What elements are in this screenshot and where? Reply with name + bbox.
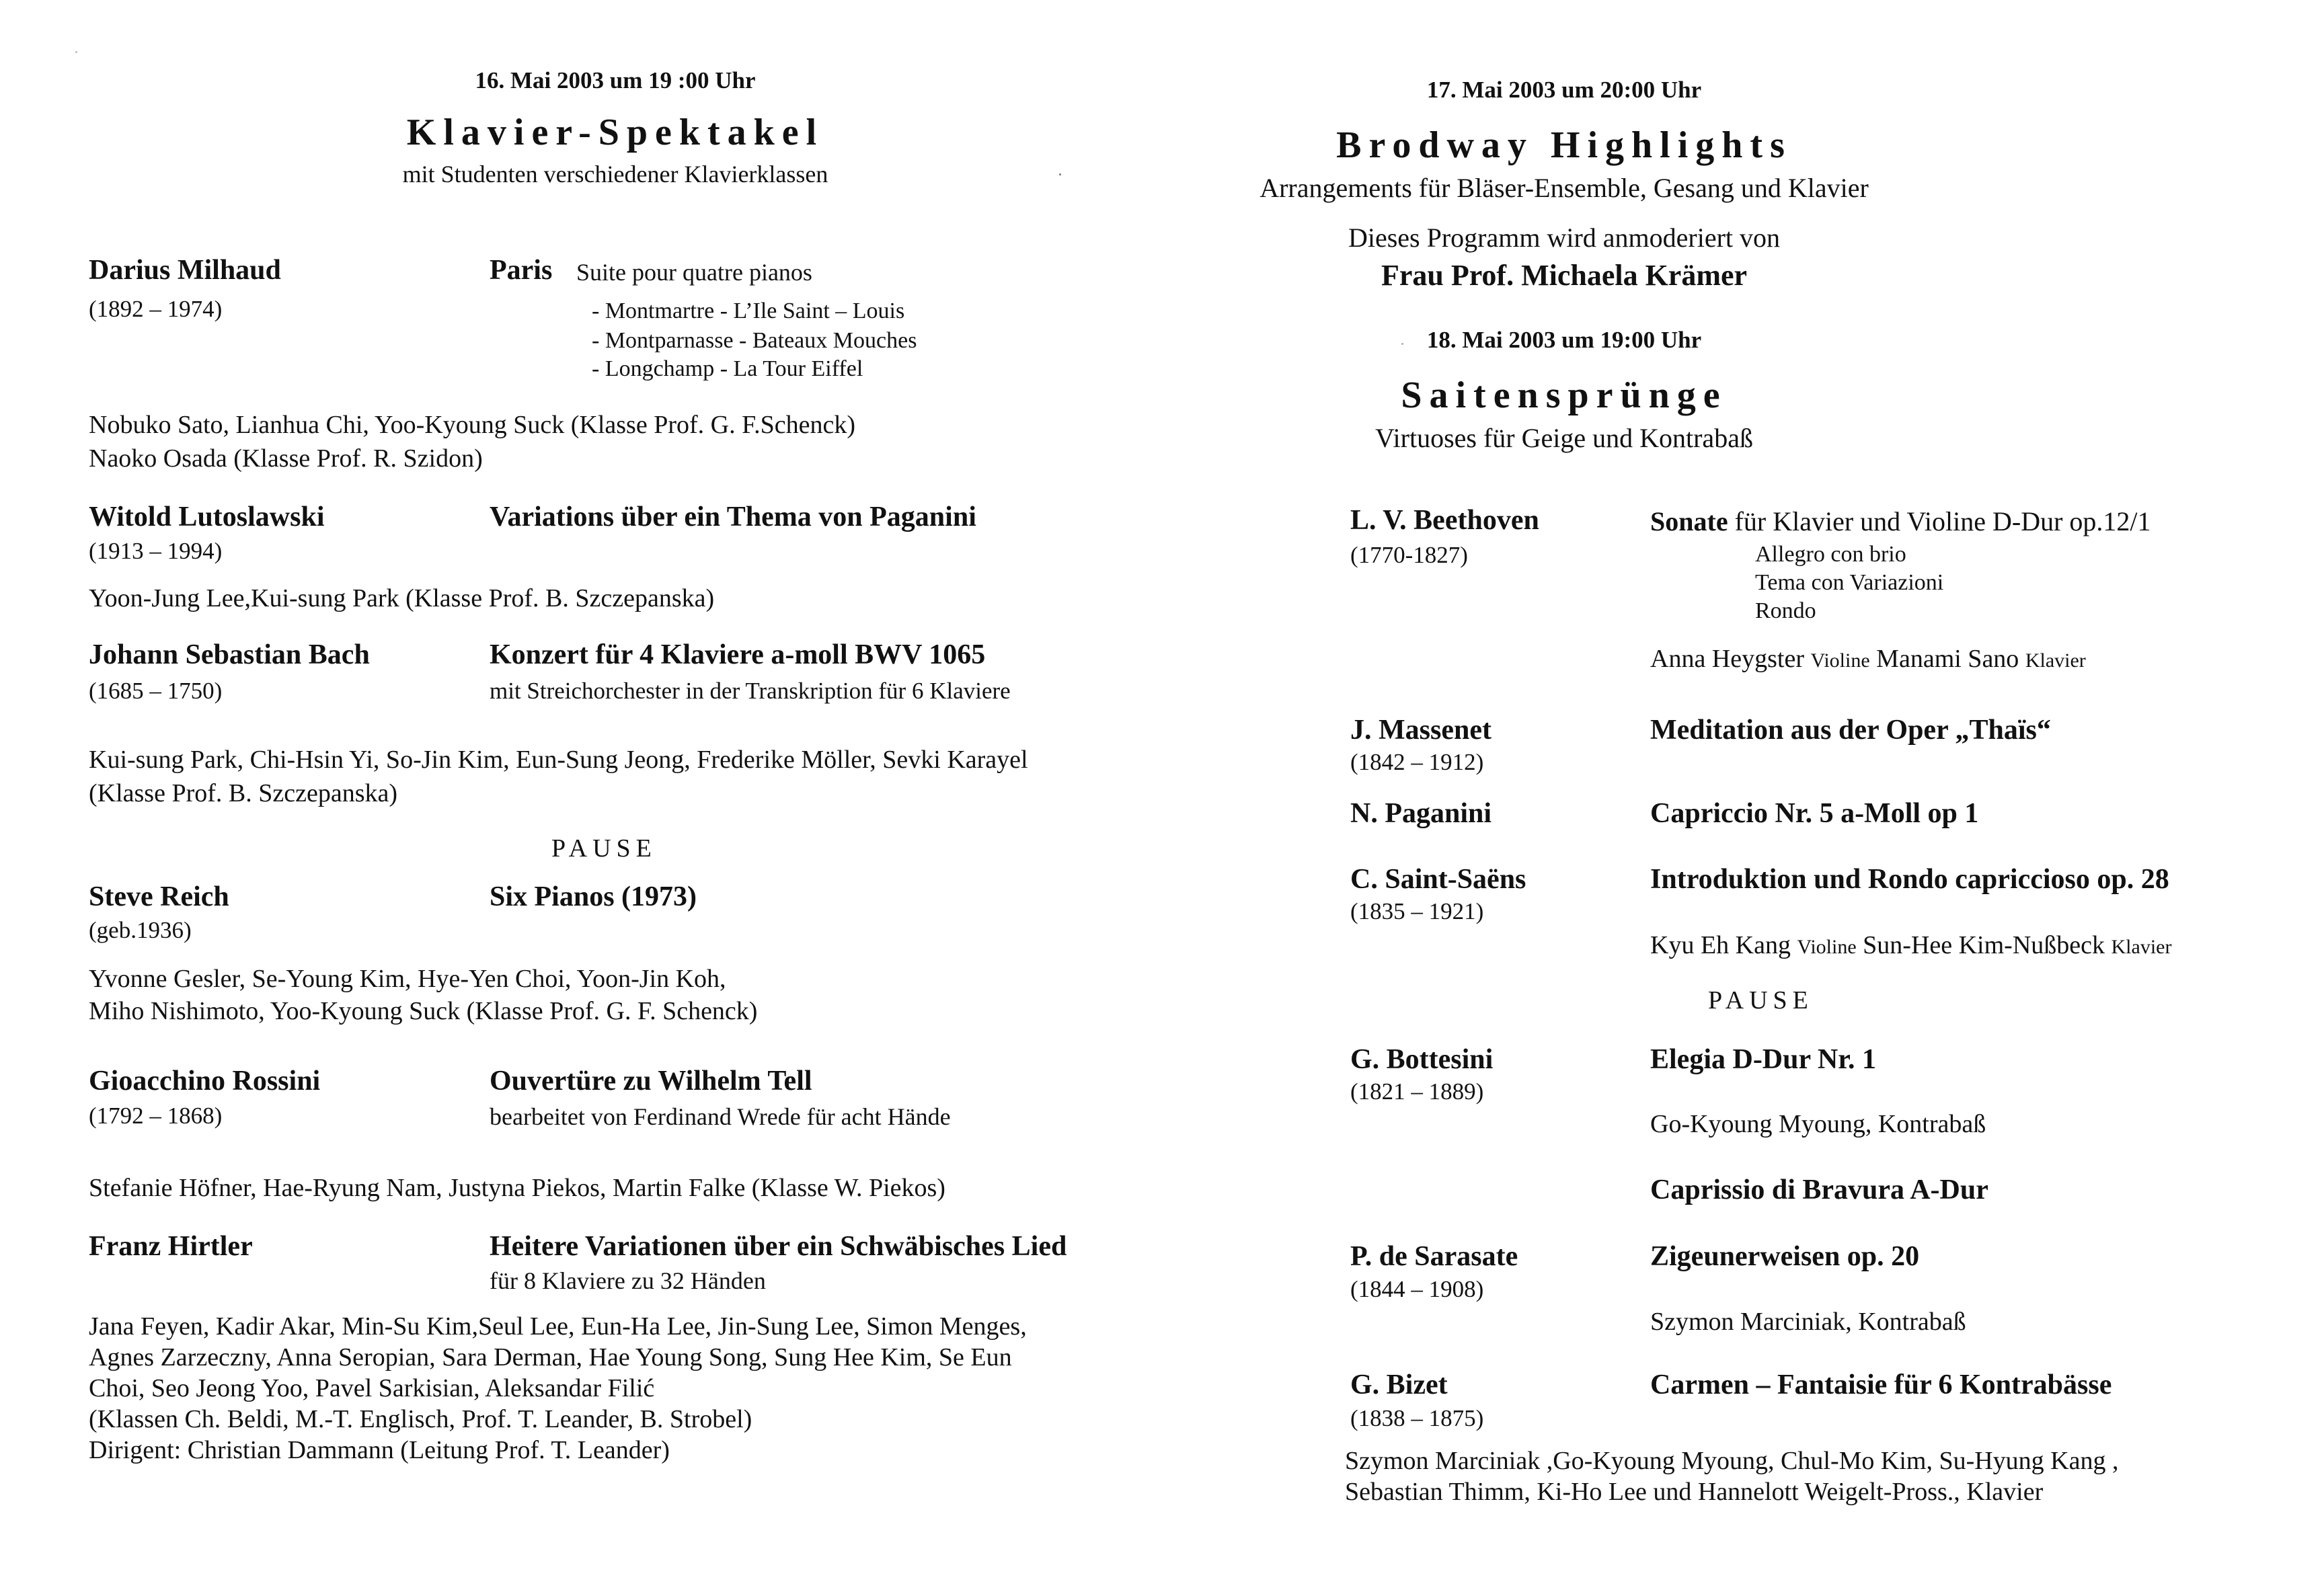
performer-name: Manami Sano	[1876, 645, 2019, 673]
work-subtitle: für 8 Klaviere zu 32 Händen	[490, 1267, 766, 1294]
performer-role: Violine	[1797, 936, 1857, 958]
performers: Stefanie Höfner, Hae-Ryung Nam, Justyna Piekos, Martin Falke (Klasse W. Piekos)	[89, 1174, 945, 1202]
work-title: Zigeunerweisen op. 20	[1650, 1241, 1920, 1272]
performer-line: Choi, Seo Jeong Yoo, Pavel Sarkisian, Aleksandar Filić	[89, 1374, 655, 1402]
composer-name: C. Saint-Saëns	[1350, 864, 1526, 895]
performers	[1650, 930, 2171, 960]
movement: Allegro con brio	[1755, 542, 1906, 567]
work-subtitle: bearbeitet von Ferdinand Wrede für acht Hände	[490, 1103, 951, 1130]
performer-role: Violine	[1810, 649, 1870, 672]
composer-years: (1770-1827)	[1350, 542, 1468, 568]
performers: Kui-sung Park, Chi-Hsin Yi, So-Jin Kim, Eun-Sung Jeong, Frederike Möller, Sevki Karayel	[89, 746, 1028, 774]
pause-label: PAUSE	[551, 834, 657, 863]
performers: Miho Nishimoto, Yoo-Kyoung Suck (Klasse Prof. G. F. Schenck)	[89, 997, 758, 1025]
composer-name: G. Bottesini	[1350, 1044, 1494, 1075]
performers: Go-Kyoung Myoung, Kontrabaß	[1650, 1110, 1986, 1138]
work-subtitle: Suite pour quatre pianos	[576, 259, 812, 286]
concert-date: 17. Mai 2003 um 20:00 Uhr	[1426, 77, 1702, 103]
composer-name: J. Massenet	[1350, 715, 1492, 746]
movement: - Montparnasse - Bateaux Mouches	[592, 328, 917, 353]
right-page	[1162, 0, 2324, 1592]
composer-name: Steve Reich	[89, 881, 229, 912]
composer-years: (geb.1936)	[89, 917, 192, 943]
work-title: Heitere Variationen über ein Schwäbisches Lied	[490, 1231, 1067, 1262]
work-line	[1650, 506, 2151, 537]
composer-years: (1913 – 1994)	[89, 538, 223, 564]
work-title: Carmen – Fantaisie für 6 Kontrabässe	[1650, 1369, 2112, 1400]
performer-role: Klavier	[2025, 649, 2086, 672]
performer-line: Dirigent: Christian Dammann (Leitung Prof. T. Leander)	[89, 1436, 670, 1464]
host-name: Frau Prof. Michaela Krämer	[1381, 259, 1748, 292]
movement: Rondo	[1755, 598, 1816, 623]
pause-label: PAUSE	[1708, 986, 1814, 1014]
performers: Szymon Marciniak, Kontrabaß	[1650, 1308, 1966, 1336]
concert-subtitle: Virtuoses für Geige und Kontrabaß	[1375, 423, 1753, 453]
work-title: Ouvertüre zu Wilhelm Tell	[490, 1066, 812, 1097]
concert-title: Saitensprünge	[1401, 374, 1728, 416]
performer-line: (Klassen Ch. Beldi, M.-T. Englisch, Prof. T. Leander, B. Strobel)	[89, 1405, 752, 1433]
work-title: Variations über ein Thema von Paganini	[490, 502, 976, 532]
composer-years: (1685 – 1750)	[89, 678, 223, 704]
concert-subtitle: Arrangements für Bläser-Ensemble, Gesang und Klavier	[1260, 173, 1869, 203]
work-title: Meditation aus der Oper „Thaïs“	[1650, 715, 2051, 746]
performers	[1345, 1445, 2118, 1507]
work-title: Konzert für 4 Klaviere a-moll BWV 1065	[490, 639, 986, 670]
composer-name: Franz Hirtler	[89, 1231, 253, 1262]
performer-line: Jana Feyen, Kadir Akar, Min-Su Kim,Seul Lee, Eun-Ha Lee, Jin-Sung Lee, Simon Menges,	[89, 1312, 1027, 1341]
performers: (Klasse Prof. B. Szczepanska)	[89, 779, 398, 807]
composer-years: (1821 – 1889)	[1350, 1078, 1484, 1105]
work-subtitle: mit Streichorchester in der Transkription für 6 Klaviere	[490, 678, 1011, 704]
work-title: Paris	[490, 255, 553, 286]
performer-name: Kyu Eh Kang	[1650, 931, 1791, 959]
work-title: Six Pianos (1973)	[490, 881, 697, 912]
composer-name: Darius Milhaud	[89, 255, 281, 286]
performers: Nobuko Sato, Lianhua Chi, Yoo-Kyoung Suck (Klasse Prof. G. F.Schenck)	[89, 411, 856, 439]
work-title: Capriccio Nr. 5 a-Moll op 1	[1650, 798, 1979, 829]
performers: Yvonne Gesler, Se-Young Kim, Hye-Yen Choi, Yoon-Jin Koh,	[89, 965, 726, 993]
composer-years: (1838 – 1875)	[1350, 1405, 1484, 1431]
performer-name: Anna Heygster	[1650, 645, 1804, 673]
composer-years: (1792 – 1868)	[89, 1103, 223, 1129]
composer-years: (1835 – 1921)	[1350, 898, 1484, 924]
concert-title: Brodway Highlights	[1336, 124, 1792, 166]
performer-line: Sebastian Thimm, Ki-Ho Lee und Hannelott Weigelt-Pross., Klavier	[1345, 1478, 2044, 1506]
composer-name: L. V. Beethoven	[1350, 505, 1539, 536]
composer-name: Gioacchino Rossini	[89, 1066, 321, 1097]
performer-role: Klavier	[2111, 936, 2172, 958]
work-description: für Klavier und Violine D-Dur op.12/1	[1728, 506, 2151, 536]
composer-years: (1844 – 1908)	[1350, 1276, 1484, 1302]
work-title: Elegia D-Dur Nr. 1	[1650, 1044, 1876, 1075]
paper-speck	[1059, 173, 1061, 175]
composer-years: (1842 – 1912)	[1350, 749, 1484, 775]
composer-name: P. de Sarasate	[1350, 1241, 1518, 1272]
performers: Yoon-Jung Lee,Kui-sung Park (Klasse Prof. B. Szczepanska)	[89, 584, 715, 612]
performers	[89, 1311, 1027, 1466]
concert-date: 16. Mai 2003 um 19 :00 Uhr	[475, 67, 756, 93]
movement: - Longchamp - La Tour Eiffel	[592, 356, 863, 381]
composer-years: (1892 – 1974)	[89, 296, 223, 322]
performer-name: Sun-Hee Kim-Nußbeck	[1863, 931, 2105, 959]
performer-line: Szymon Marciniak ,Go-Kyoung Myoung, Chul-Mo Kim, Su-Hyung Kang ,	[1345, 1447, 2119, 1475]
concert-date: 18. Mai 2003 um 19:00 Uhr	[1426, 327, 1702, 353]
composer-name: G. Bizet	[1350, 1369, 1448, 1400]
work-title: Caprissio di Bravura A-Dur	[1650, 1175, 1988, 1205]
paper-speck	[1401, 343, 1403, 345]
concert-title: Klavier-Spektakel	[406, 112, 824, 153]
paper-speck	[75, 51, 77, 53]
movement: - Montmartre - L’Ile Saint – Louis	[592, 298, 905, 323]
host-intro: Dieses Programm wird anmoderiert von	[1348, 223, 1781, 253]
movement: Tema con Variazioni	[1755, 570, 1944, 595]
work-title: Sonate	[1650, 506, 1728, 536]
composer-name: Witold Lutoslawski	[89, 502, 325, 532]
performers	[1650, 644, 2086, 674]
composer-name: Johann Sebastian Bach	[89, 639, 370, 670]
performer-line: Agnes Zarzeczny, Anna Seropian, Sara Derman, Hae Young Song, Sung Hee Kim, Se Eun	[89, 1343, 1012, 1371]
concert-subtitle: mit Studenten verschiedener Klavierklassen	[402, 161, 828, 188]
performers: Naoko Osada (Klasse Prof. R. Szidon)	[89, 444, 483, 473]
work-title: Introduktion und Rondo capriccioso op. 28	[1650, 864, 2169, 895]
composer-name: N. Paganini	[1350, 798, 1492, 829]
